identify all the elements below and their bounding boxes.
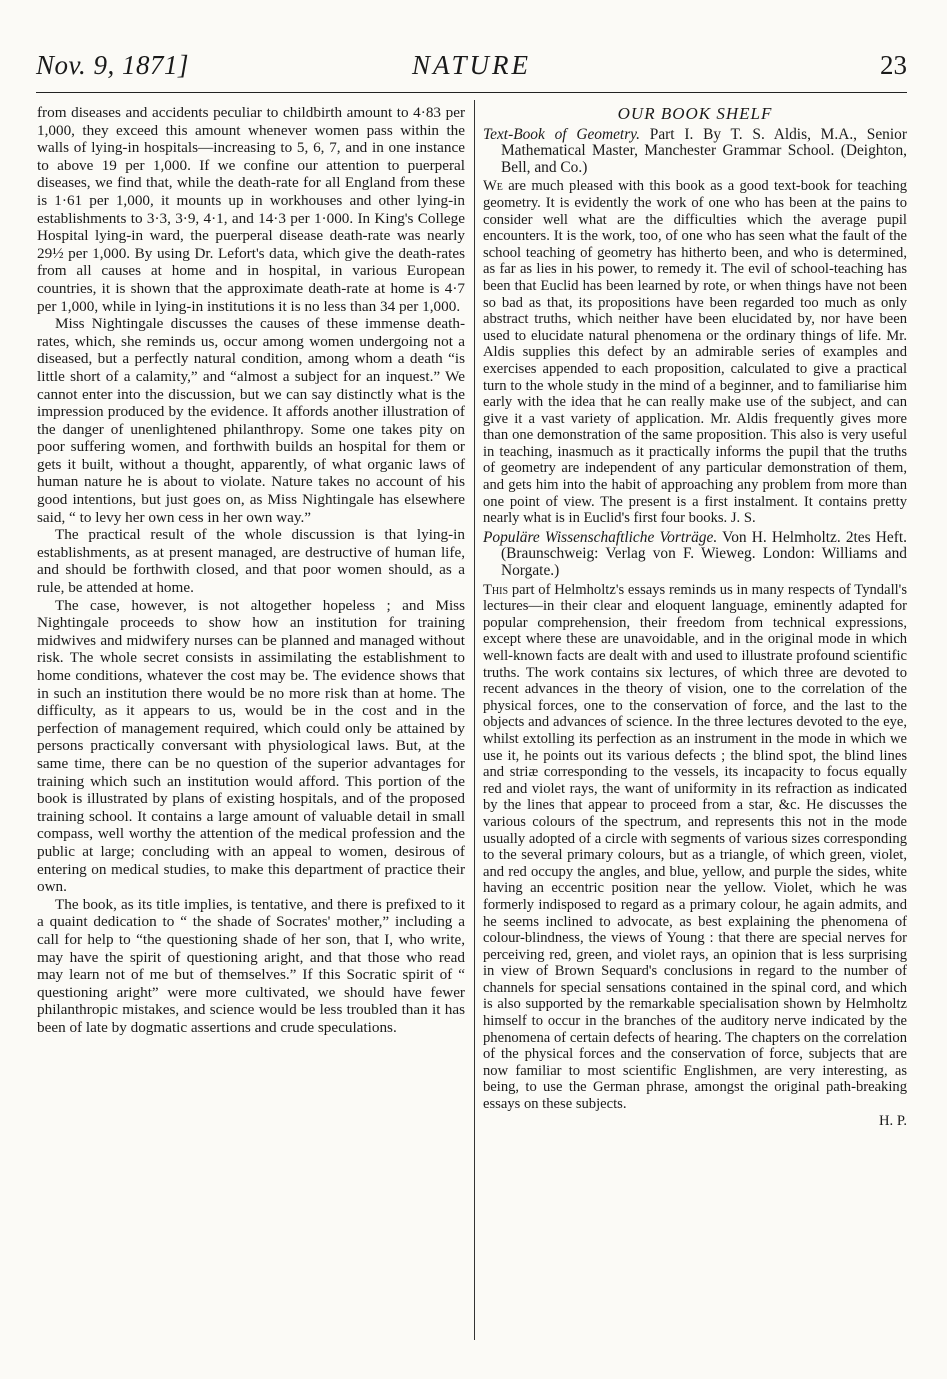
paragraph: The book, as its title implies, is tentative, and there is prefixed to it a quaint dedication to “ the shade of Socrates' mother,” including a call for help to “the questioning shade of her son, that I, who write, may have the spirit of questioning aright, and that those who read may learn not of me but of themselves.” If this Socratic spirit of “ questioning aright” were more cultivated, we should have fewer philanthropic mistakes, and science would be less troubled than it has been of late by dogmatic assertions and crude speculations. (37, 895, 465, 1036)
review-body (483, 582, 907, 1113)
left-column (37, 104, 465, 1036)
section-title: OUR BOOK SHELF (617, 104, 773, 123)
book-title: Populäre Wissenschaftliche Vorträge. (483, 528, 718, 546)
paragraph: Miss Nightingale discusses the causes of these immense death-rates, which, she reminds us, occur among women undergoing not a diseased, but a perfectly natural condition, among whom a death “is little short of a calamity,” and “almost a subject for an inquest.” We cannot enter into the discussion, but we can say distinctly what is the impression produced by the evidence. It affords another illustration of the danger of unenlightened philanthropy. Some one takes pity on poor suffering women, and forthwith builds an hospital for them or gets it built, without a thought, apparently, of what organic laws of human nature he is about to violate. Nature takes no account of his good intentions, but just goes on, as Miss Nightingale has elsewhere said, “ to levy her own cess in her own way.” (37, 315, 465, 526)
review-heading (483, 530, 907, 580)
lead-word: This (483, 581, 509, 598)
journal-title: NATURE (412, 50, 531, 80)
column-divider (474, 100, 475, 1340)
review-text: are much pleased with this book as a good text-book for teaching geometry. It is evidently the work of one who has been at the pains to consider well what are the difficulties which the average pupil encounters. It is the work, too, of one who has seen what the fault of the school teaching of geometry has hitherto been, and who is determined, as far as lies in his power, to remedy it. The evil of school-teaching has been that Euclid has been learned by rote, or when things have not been so bad as that, its propositions have been regarded too much as only abstract truths, which neither have been elucidated by, nor have been used to elucidate natural phenomena or the ordinary things of life. Mr. Aldis supplies this defect by an admirable series of examples and exercises appended to each proposition, calculated to give a practical turn to the whole study in the mind of a beginner, and to familiarise him early with the idea that he can really make use of the subject, and can give it a vast variety of application. Mr. Aldis frequently gives more than one demonstration of the same proposition. This also is very useful in teaching, inasmuch as it practically informs the pupil that the truths of geometry are independent of any particular demonstration of them, and gets him into the habit of approaching any problem from more than one point of view. The present is a first instalment. It contains pretty nearly what is in Euclid's first four books. (483, 178, 907, 527)
header-rule (36, 92, 907, 93)
reviewer-signature: H. P. (879, 1112, 907, 1129)
review-text: part of Helmholtz's essays reminds us in many respects of Tyndall's lectures—in their clear and eloquent language, eminently adapted for popular comprehension, their freedom from technical expressions, except where these are unavoidable, and in the original mode in which well-known facts are dealt with and used to illustrate profound scientific truths. The work contains six lectures, of which three are devoted to recent advances in the theory of vision, one to the correlation of the physical forces, one to the conservation of force, and the last to the objects and advances of science. In the three lectures devoted to the eye, whilst extolling its perfection as an instrument in the mode in which we use it, he points out its various defects ; the blind spot, the blind lines and striæ corresponding to the vessels, its incapacity to focus equally red and violet rays, the want of uniformity in its refraction as indicated by the lines that appear to proceed from a star, &c. He discusses the various colours of the spectrum, and represents this not in the mode usually adopted of a circle with segments of various sizes corresponding to the several primary colours, but as a triangle, of which green, violet, and red occupy the angles, and blue, yellow, and purple the sides, white having an eccentric position near the yellow. Violet, which he was formerly indisposed to regard as a primary colour, he again admits, and he seems inclined to advocate, as best explaining the phenomena of colour-blindness, the views of Young : that there are special nerves for perceiving red, green, and violet rays, an opinion that is less surprising in view of Brown Sequard's conclusions in regard to the number of channels for special sensations contained in the spinal cord, and which is also supported by the remarkable specialisation shown by Helmholtz himself to occur in the branches of the auditory nerve indicated by the phenomena of certain defects of hearing. The chapters on the correlation of the physical forces and the conservation of force, subjects that are now familiar to most scientific Englishmen, are very interesting, as being, to use the German phrase, amongst the original path-breaking essays on these subjects. (483, 581, 907, 1113)
paragraph: The case, however, is not altogether hopeless ; and Miss Nightingale proceeds to show how an institution for training midwives and midwifery nurses can be planned and managed without risk. The whole secret consists in assimilating the establishment to home conditions, whatever the cost may be. The evidence shows that in such an institution there would be no more risk than at home. The difficulty, as it appears to us, would be in the cost and in the perfection of management required, which could only be attained by persons practically conversant with physiological laws. But, at the same time, there can be no question of the superior advantages for training which such an institution would afford. This portion of the book is illustrated by plans of existing hospitals, and of the proposed training school. It contains a large amount of valuable detail in small compass, well worthy the attention of the medical profession and the public at large; concluding with an appeal to women, desirous of entering on medical studies, to make this department of practice their own. (37, 596, 465, 896)
paragraph: The practical result of the whole discussion is that lying-in establishments, as at present managed, are destructive of human life, and should be forthwith closed, and that poor women should, as a rule, be attended at home. (37, 526, 465, 597)
right-column (483, 104, 907, 1129)
book-title: Text-Book of Geometry. (483, 125, 641, 143)
review-body (483, 178, 907, 526)
page-number: 23 (880, 50, 907, 80)
lead-word: We (483, 178, 503, 195)
book-details: Part I. By T. S. Aldis, M.A., Senior Mathematical Master, Manchester Grammar School. (Deighton, Bell, and Co.) (501, 125, 907, 176)
page-header (36, 50, 907, 90)
book-details: Von H. Helmholtz. 2tes Heft. (Braunschweig: Verlag von F. Wieweg. London: Williams and Norgate.) (501, 528, 907, 580)
reviewer-signature: J. S. (730, 510, 756, 527)
review-heading (483, 127, 907, 177)
paragraph: from diseases and accidents peculiar to childbirth amount to 4·83 per 1,000, they exceed this amount whenever women pass within the walls of lying-in hospitals—increasing to 5, 6, 7, and in one instance to above 19 per 1,000. If we confine our attention to puerperal diseases, we find that, while the death-rate for all England from these is 1·61 per 1,000, it mounts up in workhouses and other lying-in establishments to 3·3, 3·9, 4·1, and 14·3 per 1·000. In King's College Hospital lying-in ward, the puerperal disease death-rate was nearly 29½ per 1,000. By using Dr. Lefort's data, which give the death-rates from all causes at home and in hospital, in various European countries, it is shown that the approximate death-rate at home is 4·7 per 1,000, while in lying-in institutions it is no less than 34 per 1,000. (37, 104, 465, 315)
issue-date: Nov. 9, 1871] (36, 50, 189, 80)
